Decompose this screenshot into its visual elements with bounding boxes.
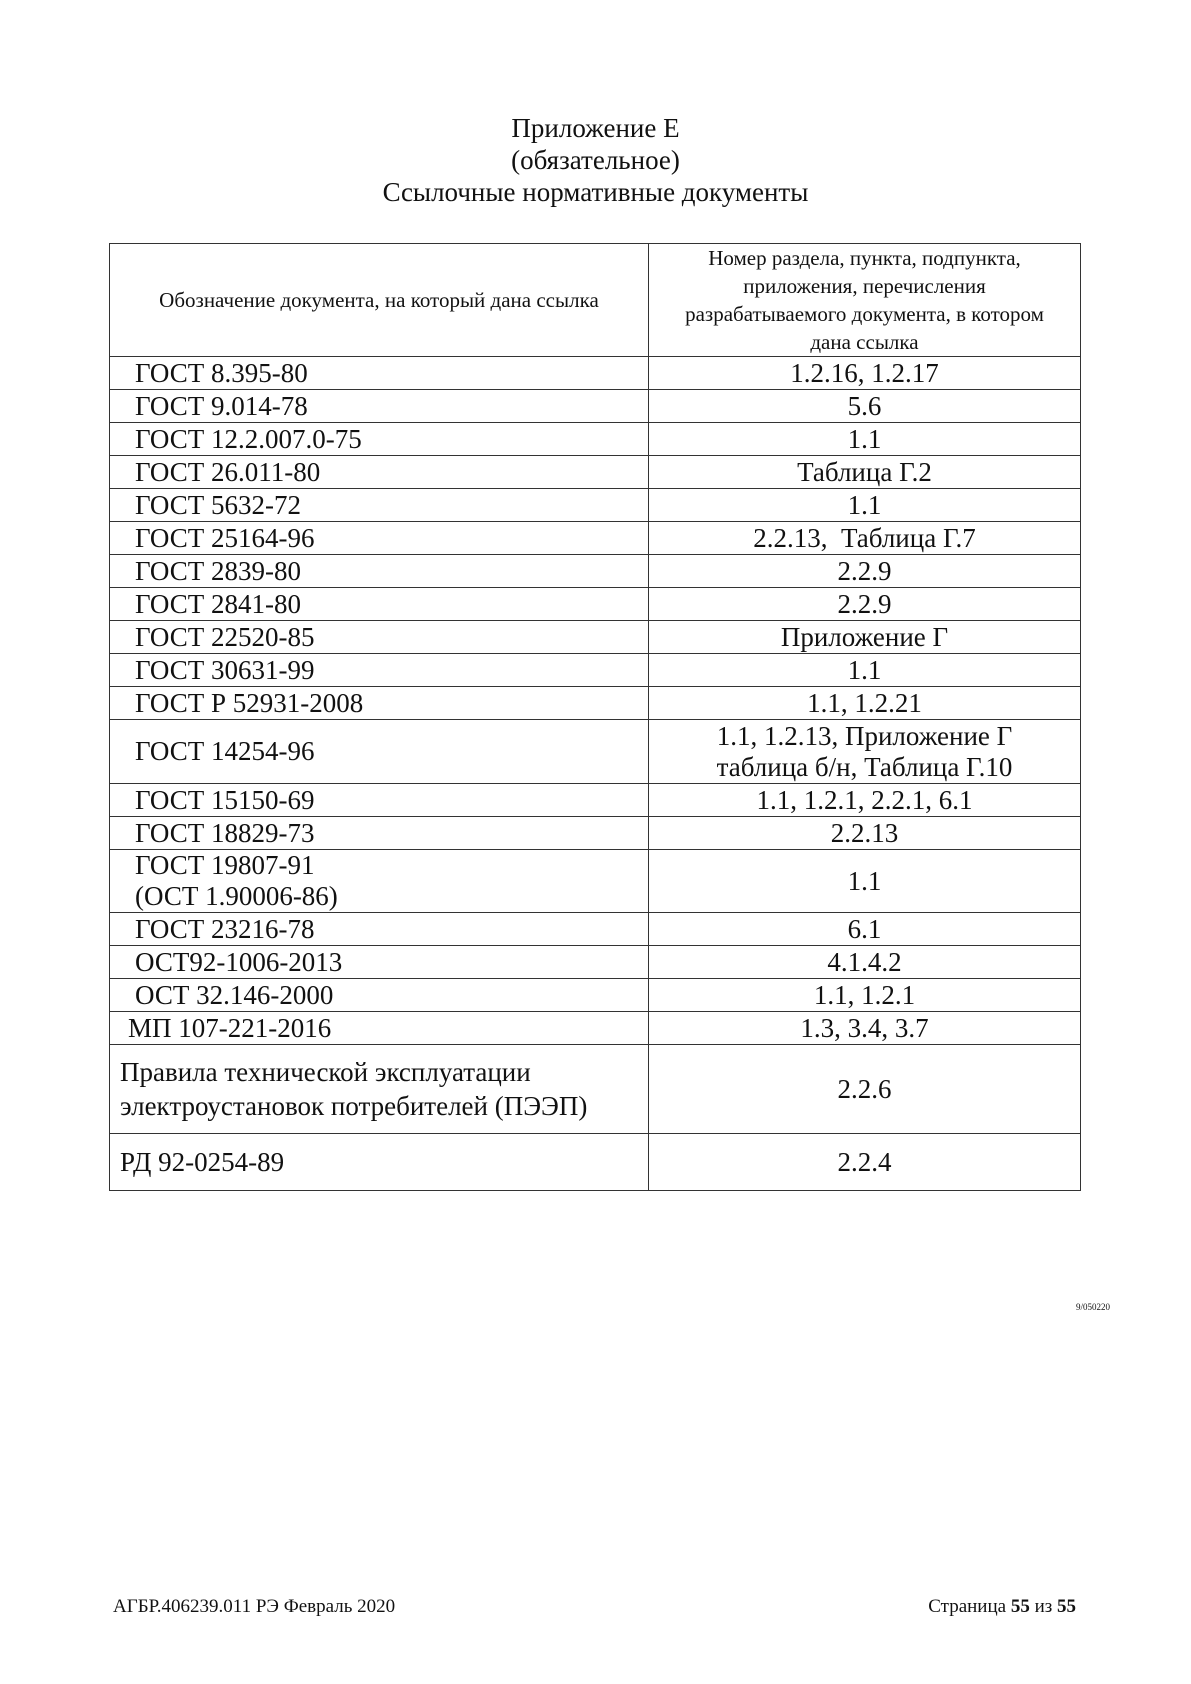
document-cell: ГОСТ 2839-80 [110, 555, 649, 588]
section-cell: 1.1 [649, 489, 1081, 522]
page-total: 55 [1057, 1596, 1076, 1617]
section-cell: 2.2.13 [649, 817, 1081, 850]
page-label: Страница [928, 1596, 1007, 1617]
section-cell-line: 1.1, 1.2.13, Приложение Г [716, 720, 1013, 751]
section-cell: 2.2.9 [649, 555, 1081, 588]
table-row [110, 784, 1081, 817]
table-row [110, 1012, 1081, 1045]
section-cell: 6.1 [649, 913, 1081, 946]
document-cell: ГОСТ 9.014-78 [110, 390, 649, 423]
section-cell: 1.1, 1.2.1, 2.2.1, 6.1 [649, 784, 1081, 817]
appendix-header [0, 112, 1191, 208]
table-row [110, 817, 1081, 850]
document-cell: ГОСТ 2841-80 [110, 588, 649, 621]
table-row [110, 1045, 1081, 1134]
document-cell: ГОСТ 22520-85 [110, 621, 649, 654]
section-cell-line: таблица б/н, Таблица Г.10 [716, 751, 1013, 782]
appendix-subtitle: (обязательное) [511, 145, 680, 175]
column-header-document: Обозначение документа, на который дана ссылка [110, 244, 649, 357]
section-cell [649, 720, 1081, 784]
document-cell: ГОСТ 18829-73 [110, 817, 649, 850]
table-row [110, 913, 1081, 946]
document-cell: РД 92-0254-89 [110, 1134, 649, 1191]
table-row [110, 555, 1081, 588]
section-cell: 1.1 [649, 850, 1081, 913]
document-cell: ГОСТ 30631-99 [110, 654, 649, 687]
document-cell: ГОСТ Р 52931-2008 [110, 687, 649, 720]
section-cell: 1.3, 3.4, 3.7 [649, 1012, 1081, 1045]
appendix-title: Приложение Е [511, 113, 680, 143]
section-cell: 2.2.6 [649, 1045, 1081, 1134]
section-cell: 5.6 [649, 390, 1081, 423]
appendix-caption: Ссылочные нормативные документы [382, 177, 809, 207]
table-row [110, 588, 1081, 621]
footer-page-number [928, 1596, 1076, 1618]
document-cell: ГОСТ 14254-96 [110, 720, 649, 784]
table-row [110, 489, 1081, 522]
document-cell: ГОСТ 15150-69 [110, 784, 649, 817]
section-cell: 1.1, 1.2.21 [649, 687, 1081, 720]
section-cell: 1.2.16, 1.2.17 [649, 357, 1081, 390]
document-cell: ОСТ 32.146-2000 [110, 979, 649, 1012]
document-cell: ОСТ92-1006-2013 [110, 946, 649, 979]
section-cell: 4.1.4.2 [649, 946, 1081, 979]
document-stamp: 9/050220 [1075, 1302, 1110, 1312]
document-cell-line: (ОСТ 1.90006-86) [135, 881, 338, 911]
table-row [110, 621, 1081, 654]
section-cell: Приложение Г [649, 621, 1081, 654]
section-cell: 2.2.13, Таблица Г.7 [649, 522, 1081, 555]
document-cell [110, 850, 649, 913]
document-cell [110, 1045, 649, 1134]
document-cell: ГОСТ 8.395-80 [110, 357, 649, 390]
document-cell-line: Правила технической эксплуатации [120, 1057, 531, 1087]
column-header-section: Номер раздела, пункта, подпункта, приложения, перечисления разрабатываемого документа, в котором дана ссылка [649, 244, 1081, 357]
section-cell: 2.2.4 [649, 1134, 1081, 1191]
table-row [110, 720, 1081, 784]
table-row [110, 1134, 1081, 1191]
section-cell: Таблица Г.2 [649, 456, 1081, 489]
table-row [110, 850, 1081, 913]
table-row [110, 423, 1081, 456]
references-table [109, 243, 1081, 1191]
table-row [110, 456, 1081, 489]
document-cell-line: ГОСТ 19807-91 [135, 850, 315, 880]
page-current: 55 [1010, 1596, 1030, 1617]
page-of: из [1034, 1596, 1053, 1617]
table-header-row [110, 244, 1081, 357]
footer-document-id: АГБР.406239.011 РЭ Февраль 2020 [113, 1596, 396, 1617]
table-row [110, 390, 1081, 423]
document-cell: ГОСТ 26.011-80 [110, 456, 649, 489]
section-cell: 1.1 [649, 423, 1081, 456]
table-row [110, 357, 1081, 390]
document-cell-line: электроустановок потребителей (ПЭЭП) [120, 1091, 588, 1121]
section-cell: 1.1, 1.2.1 [649, 979, 1081, 1012]
document-cell: ГОСТ 25164-96 [110, 522, 649, 555]
table-row [110, 979, 1081, 1012]
table-row [110, 654, 1081, 687]
section-cell: 2.2.9 [649, 588, 1081, 621]
document-cell: МП 107-221-2016 [110, 1012, 649, 1045]
document-cell: ГОСТ 23216-78 [110, 913, 649, 946]
document-cell: ГОСТ 5632-72 [110, 489, 649, 522]
table-row [110, 946, 1081, 979]
table-row [110, 687, 1081, 720]
document-cell: ГОСТ 12.2.007.0-75 [110, 423, 649, 456]
table-row [110, 522, 1081, 555]
section-cell: 1.1 [649, 654, 1081, 687]
